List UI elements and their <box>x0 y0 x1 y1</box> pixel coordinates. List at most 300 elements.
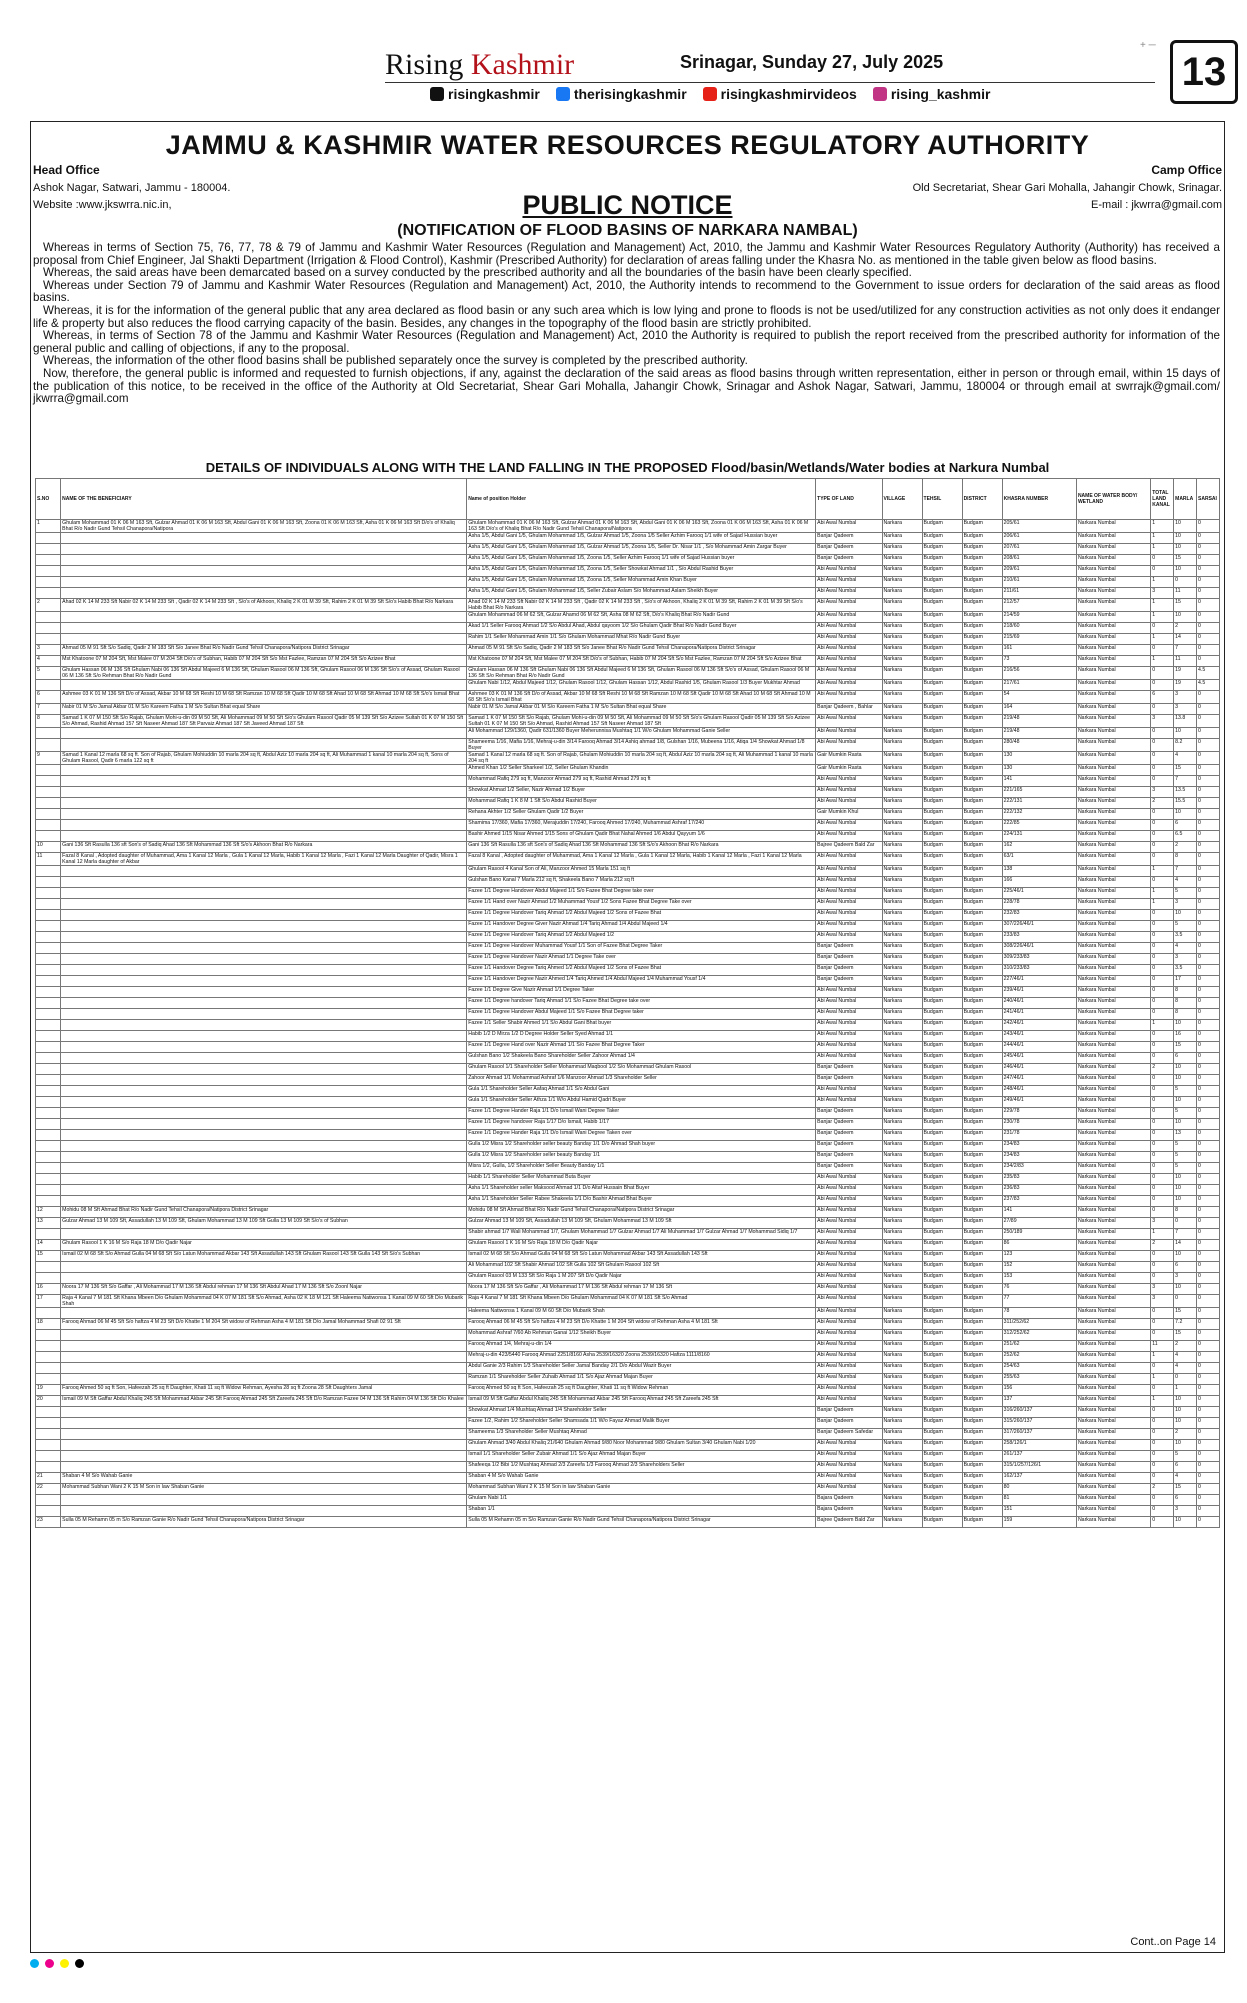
table-cell: Narkara Numbal <box>1076 877 1150 888</box>
table-cell: 215/69 <box>1002 634 1076 645</box>
table-cell: Banjar Qadeem <box>816 943 882 954</box>
table-cell: 10 <box>1174 1396 1197 1407</box>
table-row <box>36 1262 1220 1273</box>
table-header-cell: NAME OF THE BENEFICIARY <box>61 479 467 520</box>
table-cell: Budgam <box>922 943 962 954</box>
table-cell: Narkara Numbal <box>1076 1262 1150 1273</box>
table-cell: 0 <box>1151 976 1174 987</box>
table-header-cell: TYPE OF LAND <box>816 479 882 520</box>
table-cell: 0 <box>1151 1506 1174 1517</box>
table-cell: Narkara Numbal <box>1076 976 1150 987</box>
table-cell: Budgam <box>962 853 1002 866</box>
table-header-cell: SARSAI <box>1197 479 1220 520</box>
table-cell: Farooq Ahmed 50 sq ft Son, Hafeezah 25 sq ft Daughter, Khati 11 sq ft Widow Rehman, Ayesha 28 sq ft Zoona 28 Sft Daughters Jamal <box>61 1385 467 1396</box>
table-cell <box>36 1407 61 1418</box>
table-cell: Budgam <box>962 1429 1002 1440</box>
table-cell: Abi Awal Numbal <box>816 1229 882 1240</box>
table-cell: Narkara Numbal <box>1076 566 1150 577</box>
table-cell: Narkara Numbal <box>1076 599 1150 612</box>
table-cell: Budgam <box>922 1152 962 1163</box>
table-cell: 86 <box>1002 1240 1076 1251</box>
table-cell: 5 <box>1174 1451 1197 1462</box>
table-cell: Budgam <box>962 1218 1002 1229</box>
table-cell: Budgam <box>922 1374 962 1385</box>
social-handle-label: risingkashmir <box>448 86 540 102</box>
table-cell: 10 <box>1174 809 1197 820</box>
table-cell <box>61 1341 467 1352</box>
table-cell: Abi Awal Numbal <box>816 588 882 599</box>
table-cell: Budgam <box>922 1042 962 1053</box>
table-cell: Fazee 1/1 Degree Handover Tariq Ahmad 1/2 Abdul Majeed 1/2 Sons of Fazee Bhat <box>467 910 816 921</box>
masthead-divider <box>385 82 1155 83</box>
table-cell: Narkara <box>882 634 922 645</box>
social-handle <box>430 86 540 102</box>
table-cell <box>36 998 61 1009</box>
table-cell: 0 <box>1151 555 1174 566</box>
table-cell: 4 <box>1174 752 1197 765</box>
table-cell: 0 <box>1151 1042 1174 1053</box>
table-cell: 1 <box>1151 1020 1174 1031</box>
table-cell: 1 <box>1151 599 1174 612</box>
table-cell: Narkara Numbal <box>1076 577 1150 588</box>
table-cell: 0 <box>1197 1108 1220 1119</box>
table-cell: 0 <box>1197 555 1220 566</box>
table-cell: Abi Awal Numbal <box>816 820 882 831</box>
table-cell: 10 <box>1174 1097 1197 1108</box>
table-cell: 222/131 <box>1002 798 1076 809</box>
table-cell: 0 <box>1197 965 1220 976</box>
table-cell: 10 <box>1174 1075 1197 1086</box>
table-cell: 0 <box>1197 943 1220 954</box>
table-cell: Budgam <box>922 787 962 798</box>
table-cell: Shamima 17/360, Mafia 17/360, Merajuddin 17/240, Farooq Ahmed 17/240, Muhammad Ashraf 17/240 <box>467 820 816 831</box>
table-cell: Budgam <box>922 965 962 976</box>
table-cell: Rehana Akhter 1/2 Seller Ghulam Qadir 1/2 Buyer <box>467 809 816 820</box>
table-cell: Budgam <box>962 1407 1002 1418</box>
table-cell: Narkara <box>882 765 922 776</box>
table-cell: 243/46/1 <box>1002 1031 1076 1042</box>
table-cell: 234/2/83 <box>1002 1163 1076 1174</box>
table-header-cell: S.NO <box>36 479 61 520</box>
table-cell: Budgam <box>962 1130 1002 1141</box>
table-cell: Bajara Qadeem <box>816 1506 882 1517</box>
table-cell <box>61 1429 467 1440</box>
table-cell: 15 <box>1174 555 1197 566</box>
table-cell: 3.5 <box>1174 965 1197 976</box>
table-cell: 0 <box>1197 1163 1220 1174</box>
table-cell: Budgam <box>962 831 1002 842</box>
table-row <box>36 1273 1220 1284</box>
notice-title: PUBLIC NOTICE <box>522 190 733 220</box>
table-row <box>36 645 1220 656</box>
table-cell: Budgam <box>922 1273 962 1284</box>
table-cell: Narkara <box>882 866 922 877</box>
table-cell: 5 <box>1174 1152 1197 1163</box>
table-cell: Budgam <box>922 1020 962 1031</box>
table-cell: Budgam <box>962 1097 1002 1108</box>
table-cell: 205/61 <box>1002 520 1076 533</box>
table-cell: 224/131 <box>1002 831 1076 842</box>
table-cell: Narkara <box>882 943 922 954</box>
table-cell: Budgam <box>922 715 962 728</box>
table-cell: 0 <box>1197 1009 1220 1020</box>
table-cell: Abi Awal Numbal <box>816 691 882 704</box>
table-cell: Banjar Qadeem <box>816 555 882 566</box>
table-cell: Shaban 4 M S/o Wahab Ganie <box>61 1473 467 1484</box>
table-cell: 4 <box>1174 1473 1197 1484</box>
table-cell: Asha 1/5, Abdul Gani 1/5, Ghulam Mohammad 1/5, Zoona 1/5, Seller Mohammad Amin Khan Buyer <box>467 577 816 588</box>
table-cell: 0 <box>1197 831 1220 842</box>
table-cell <box>61 577 467 588</box>
table-cell: Budgam <box>962 1319 1002 1330</box>
table-cell: 7 <box>1174 776 1197 787</box>
table-cell <box>36 1273 61 1284</box>
table-cell: 5 <box>1174 921 1197 932</box>
table-row <box>36 1352 1220 1363</box>
table-cell: Narkara Numbal <box>1076 1097 1150 1108</box>
table-cell: Budgam <box>962 765 1002 776</box>
table-cell: Budgam <box>962 1108 1002 1119</box>
table-cell: 13.8 <box>1174 715 1197 728</box>
table-cell: Budgam <box>962 1064 1002 1075</box>
table-cell: Budgam <box>962 866 1002 877</box>
table-cell: Narkara <box>882 910 922 921</box>
table-cell: Bajara Qadeem <box>816 1495 882 1506</box>
table-cell: 251/62 <box>1002 1341 1076 1352</box>
table-cell: Budgam <box>922 599 962 612</box>
table-row <box>36 1130 1220 1141</box>
table-cell: 19 <box>1174 667 1197 680</box>
table-cell: Mst Khatoone 07 M 204 Sft, Mst Malee 07 M 204 Sft D/o's of Subhan, Habib 07 M 204 Sft S/o Mst Fazlee, Ramzan 07 M 204 Sft S/o Azizee Bhat <box>467 656 816 667</box>
table-cell: 2 <box>1174 623 1197 634</box>
table-header-cell: VILLAGE <box>882 479 922 520</box>
table-cell: Narkara <box>882 1495 922 1506</box>
table-cell: 249/46/1 <box>1002 1097 1076 1108</box>
table-cell: Budgam <box>962 656 1002 667</box>
table-cell: Budgam <box>922 976 962 987</box>
table-cell: Budgam <box>962 965 1002 976</box>
table-row <box>36 656 1220 667</box>
table-cell: Narkara Numbal <box>1076 809 1150 820</box>
table-cell: Ismail 02 M 68 Sft S/o Ahmad Gulla 04 M 68 Sft S/o Latun Mohammad Akbar 143 Sft Assadullah 143 Sft Ghulam Rasool 143 Sft Gulla 143 Sft S/o's Subhan <box>61 1251 467 1262</box>
table-cell: Budgam <box>962 1517 1002 1528</box>
table-row <box>36 1385 1220 1396</box>
table-cell: Budgam <box>922 1484 962 1495</box>
table-cell: Narkara Numbal <box>1076 739 1150 752</box>
table-cell: Nabir 01 M S/o Jamal Akbar 01 M S/o Kareem Fatha 1 M S/o Sultan Bhat equal Share <box>467 704 816 715</box>
table-cell: 0 <box>1197 1374 1220 1385</box>
table-row <box>36 1473 1220 1484</box>
social-handle <box>556 86 687 102</box>
table-cell: Narkara Numbal <box>1076 765 1150 776</box>
table-cell: 5 <box>36 667 61 680</box>
table-row <box>36 1097 1220 1108</box>
table-cell: Narkara <box>882 1517 922 1528</box>
table-cell: 209/61 <box>1002 566 1076 577</box>
table-cell: Budgam <box>962 1484 1002 1495</box>
table-cell: 0 <box>1151 1308 1174 1319</box>
table-cell <box>61 1119 467 1130</box>
table-cell: 0 <box>1197 612 1220 623</box>
table-cell: Budgam <box>922 1064 962 1075</box>
table-cell: Samad 1 K 07 M 150 Sft S/o Rajab, Ghulam Mohi-u-din 09 M 50 Sft, Ali Mohammad 09 M 50 Sft S/o's Ghulam Rasool Qadir 05 M 139 Sft S/o Azizee Sultah 01 K 07 M 150 Sft S/o Ahmad, Rashid Ahmad 157 Sft Naseer Ahmad 187 Sft Parvaiz Ahmad 187 Sft Javeed Ahmad 187 Sft <box>61 715 467 728</box>
table-cell: 17 <box>1174 976 1197 987</box>
table-cell: Budgam <box>962 1152 1002 1163</box>
table-cell: Budgam <box>962 1308 1002 1319</box>
table-cell: Narkara <box>882 520 922 533</box>
table-cell: 4 <box>1174 1352 1197 1363</box>
table-cell <box>61 1330 467 1341</box>
table-cell: 6 <box>1174 820 1197 831</box>
table-cell: Abi Awal Numbal <box>816 1374 882 1385</box>
table-row <box>36 842 1220 853</box>
table-cell: Narkara <box>882 1273 922 1284</box>
table-cell: 0 <box>1151 965 1174 976</box>
table-cell: 3 <box>1151 1295 1174 1308</box>
table-cell: 0 <box>1151 1207 1174 1218</box>
table-cell: Noora 17 M 136 Sft S/o Gaffar , Ali Mohammad 17 M 136 Sft Abdul rehman 17 M 136 Sft Abdul Ahad 17 M 136 Sft S/o Zoonl Najar <box>61 1284 467 1295</box>
table-cell <box>61 1506 467 1517</box>
table-cell: Budgam <box>962 588 1002 599</box>
table-cell: Fazee 1/1 Handover Degree Nazir Ahmed 1/4 Tariq Ahmed 1/4 Abdul Majeed 1/4 Muhammad Yousf 1/4 <box>467 976 816 987</box>
table-cell: 3 <box>1174 899 1197 910</box>
table-cell <box>36 680 61 691</box>
table-cell: Budgam <box>922 842 962 853</box>
table-cell <box>36 765 61 776</box>
table-cell: Abi Awal Numbal <box>816 645 882 656</box>
table-cell: Narkara Numbal <box>1076 544 1150 555</box>
table-cell: 0 <box>1197 1418 1220 1429</box>
table-cell: 0 <box>1197 752 1220 765</box>
table-cell: Ghulam Rasool 1/1 Shareholder Seller Mohammad Maqbool 1/2 S/o Mohammad Ghulam Rasool <box>467 1064 816 1075</box>
table-cell: 1 <box>1151 1352 1174 1363</box>
table-cell: Abi Awal Numbal <box>816 998 882 1009</box>
table-cell: 0 <box>1197 1396 1220 1407</box>
table-cell: Budgam <box>922 899 962 910</box>
table-cell: Abi Awal Numbal <box>816 1396 882 1407</box>
table-cell <box>36 932 61 943</box>
table-cell: Budgam <box>962 954 1002 965</box>
table-cell: Abi Awal Numbal <box>816 1363 882 1374</box>
table-cell: Narkara Numbal <box>1076 728 1150 739</box>
table-cell: Narkara Numbal <box>1076 888 1150 899</box>
table-row <box>36 577 1220 588</box>
table-cell: Banjar Qadeem <box>816 1119 882 1130</box>
table-cell: Budgam <box>962 921 1002 932</box>
table-cell: Narkara <box>882 1462 922 1473</box>
table-cell: Budgam <box>922 877 962 888</box>
table-cell: Narkara <box>882 1251 922 1262</box>
table-cell: 8 <box>1174 998 1197 1009</box>
table-cell <box>36 866 61 877</box>
table-cell: 11 <box>1174 656 1197 667</box>
table-cell: Abi Awal Numbal <box>816 877 882 888</box>
table-cell <box>61 866 467 877</box>
black-mark <box>75 1959 84 1968</box>
table-cell: Budgam <box>962 1251 1002 1262</box>
table-cell: 210/61 <box>1002 577 1076 588</box>
table-cell: Budgam <box>962 943 1002 954</box>
table-cell <box>61 1418 467 1429</box>
table-row <box>36 1440 1220 1451</box>
table-cell: Budgam <box>962 1363 1002 1374</box>
table-row <box>36 623 1220 634</box>
table-cell: 10 <box>1174 612 1197 623</box>
table-cell: Gula 1/1 Shareholder Seller Aafaq Ahmad 1/1 S/o Abdul Gani <box>467 1086 816 1097</box>
table-cell: Budgam <box>962 1396 1002 1407</box>
table-cell: Budgam <box>962 1495 1002 1506</box>
table-row <box>36 1418 1220 1429</box>
table-row <box>36 932 1220 943</box>
table-cell: Narkara Numbal <box>1076 1451 1150 1462</box>
table-cell: Mst Khatoone 07 M 204 Sft, Mst Malee 07 M 204 Sft D/o's of Subhan, Habib 07 M 204 Sft S/o Mst Fazlee, Ramzan 07 M 204 Sft S/o Azizee Bhat <box>61 656 467 667</box>
table-row <box>36 1506 1220 1517</box>
table-cell: 1 <box>1151 577 1174 588</box>
table-row <box>36 1108 1220 1119</box>
table-cell: 0 <box>1197 1251 1220 1262</box>
table-cell: Banjar Qadeem <box>816 1141 882 1152</box>
table-cell: 15.5 <box>1174 798 1197 809</box>
table-row <box>36 899 1220 910</box>
table-cell: 0 <box>1197 1352 1220 1363</box>
table-cell: Narkara <box>882 998 922 1009</box>
table-cell: 4 <box>36 656 61 667</box>
table-cell: 0 <box>1197 1295 1220 1308</box>
table-cell: 10 <box>1174 533 1197 544</box>
table-cell: Budgam <box>922 1341 962 1352</box>
table-cell: Ali Mohammad 102 Sft Shabir Ahmad 102 Sft Gulla 102 Sft Ghulam Rasool 102 Sft <box>467 1262 816 1273</box>
table-cell: 0 <box>1151 877 1174 888</box>
table-cell <box>36 954 61 965</box>
yellow-mark <box>60 1959 69 1968</box>
table-cell: Narkara <box>882 1185 922 1196</box>
social-handles <box>430 86 990 102</box>
table-cell <box>36 965 61 976</box>
table-cell: 0 <box>1197 588 1220 599</box>
table-cell: Narkara <box>882 623 922 634</box>
table-cell: 0 <box>1151 566 1174 577</box>
table-cell: Budgam <box>962 976 1002 987</box>
table-cell: Budgam <box>962 932 1002 943</box>
table-cell: 2 <box>1151 1484 1174 1495</box>
table-cell: Narkara Numbal <box>1076 656 1150 667</box>
table-cell <box>61 943 467 954</box>
table-cell: 0 <box>1151 1407 1174 1418</box>
table-cell: 8.2 <box>1174 739 1197 752</box>
table-row <box>36 1451 1220 1462</box>
table-cell: Budgam <box>962 987 1002 998</box>
table-row <box>36 1196 1220 1207</box>
table-cell: Gulshan Bano Kanal 7 Marla 212 sq ft, Shakeela Bano 7 Marla 212 sq ft <box>467 877 816 888</box>
table-cell: 0 <box>1197 544 1220 555</box>
table-cell: 0 <box>1197 1240 1220 1251</box>
table-cell: Abi Awal Numbal <box>816 1240 882 1251</box>
table-cell: Narkara Numbal <box>1076 1473 1150 1484</box>
table-cell: Abi Awal Numbal <box>816 1440 882 1451</box>
table-cell: Budgam <box>962 1262 1002 1273</box>
table-cell <box>36 809 61 820</box>
table-cell <box>36 1262 61 1273</box>
table-cell: 7 <box>1174 866 1197 877</box>
table-row <box>36 566 1220 577</box>
table-cell: 227/46/1 <box>1002 976 1076 987</box>
table-cell: Budgam <box>922 1517 962 1528</box>
camp-office: Camp Office Old Secretariat, Shear Gari Mohalla, Jahangir Chowk, Srinagar. E-mail : jkwrra@gmail.com <box>912 163 1222 211</box>
table-cell: Fazee 1/2, Rahim 1/2 Shareholder Seller Shamsada 1/1 W/o Fayaz Ahmad Malik Buyer <box>467 1418 816 1429</box>
table-cell: Budgam <box>922 1031 962 1042</box>
table-cell: 0 <box>1197 1152 1220 1163</box>
table-cell: Ghulam Mohammad 01 K 06 M 163 Sft, Gulzar Ahmad 01 K 06 M 163 Sft, Abdul Gani 01 K 06 M 163 Sft, Zoona 01 K 06 M 163 Sft, Asha 01 K 06 M 163 Sft D/o's of Khaliq Bhat R/o Nadir Gund Tehsil Chanapora/Natipora <box>467 520 816 533</box>
table-cell: 7 <box>1174 645 1197 656</box>
table-cell: Narkara Numbal <box>1076 1064 1150 1075</box>
table-cell: Budgam <box>962 520 1002 533</box>
table-cell: Narkara <box>882 715 922 728</box>
table-cell: Asha 1/5, Abdul Gani 1/5, Ghulam Mohammad 1/5, Zoona 1/5, Seller Azhim Farooq 1/1 wife of Sajad Hussian buyer <box>467 555 816 566</box>
table-cell <box>61 588 467 599</box>
table-cell <box>61 544 467 555</box>
table-cell: Budgam <box>922 932 962 943</box>
table-cell: Abi Awal Numbal <box>816 1174 882 1185</box>
table-cell: Ghulam Mohammad 06 M 62 Sft, Gulzar Ahamd 06 M 62 Sft, Asha 08 M 62 Sft, D/o's Khaliq Bhat R/o Nadir Gund <box>467 612 816 623</box>
table-cell: Asha 1/5, Abdul Gani 1/5, Ghulam Mohammad 1/5, Zoona 1/5, Seller Showkat Ahmad 1/1 , S/o Abdul Rashid Buyer <box>467 566 816 577</box>
table-cell: Budgam <box>922 853 962 866</box>
table-cell: Budgam <box>922 1251 962 1262</box>
table-cell: Budgam <box>922 1163 962 1174</box>
table-cell: Narkara <box>882 1152 922 1163</box>
table-cell: 0 <box>1197 1229 1220 1240</box>
table-cell: 6 <box>1174 1262 1197 1273</box>
table-cell: 0 <box>1197 1207 1220 1218</box>
table-cell: 0 <box>1197 1495 1220 1506</box>
table-cell: Budgam <box>922 1319 962 1330</box>
table-cell: Narkara Numbal <box>1076 752 1150 765</box>
table-cell: 0 <box>1151 1130 1174 1141</box>
table-cell: Narkara <box>882 776 922 787</box>
table-cell: Budgam <box>922 820 962 831</box>
table-cell: 0 <box>1151 1152 1174 1163</box>
table-cell: Narkara <box>882 1440 922 1451</box>
table-cell: Narkara Numbal <box>1076 555 1150 566</box>
table-cell <box>61 623 467 634</box>
table-cell: Budgam <box>922 1284 962 1295</box>
table-cell: 10 <box>1174 1251 1197 1262</box>
table-cell: Narkara Numbal <box>1076 987 1150 998</box>
table-cell: 15 <box>36 1251 61 1262</box>
table-cell: Abi Awal Numbal <box>816 866 882 877</box>
table-cell <box>61 739 467 752</box>
table-cell: Abi Awal Numbal <box>816 899 882 910</box>
table-cell: Budgam <box>962 1341 1002 1352</box>
table-cell: Gair Mumkin Rasta <box>816 765 882 776</box>
table-cell: Abi Awal Numbal <box>816 739 882 752</box>
table-cell: 153 <box>1002 1273 1076 1284</box>
table-cell: 1 <box>1151 888 1174 899</box>
table-row <box>36 1396 1220 1407</box>
table-cell: Narkara Numbal <box>1076 1174 1150 1185</box>
table-cell: 0 <box>1197 1218 1220 1229</box>
table-cell <box>36 1009 61 1020</box>
table-cell: Budgam <box>962 1031 1002 1042</box>
table-cell: 222/132 <box>1002 809 1076 820</box>
table-cell <box>61 1097 467 1108</box>
table-row <box>36 1295 1220 1308</box>
table-row <box>36 1495 1220 1506</box>
table-cell: Abi Awal Numbal <box>816 1053 882 1064</box>
table-cell <box>36 1020 61 1031</box>
table-cell: Narkara Numbal <box>1076 1031 1150 1042</box>
table-cell: 207/61 <box>1002 544 1076 555</box>
table-cell: 6.5 <box>1174 831 1197 842</box>
